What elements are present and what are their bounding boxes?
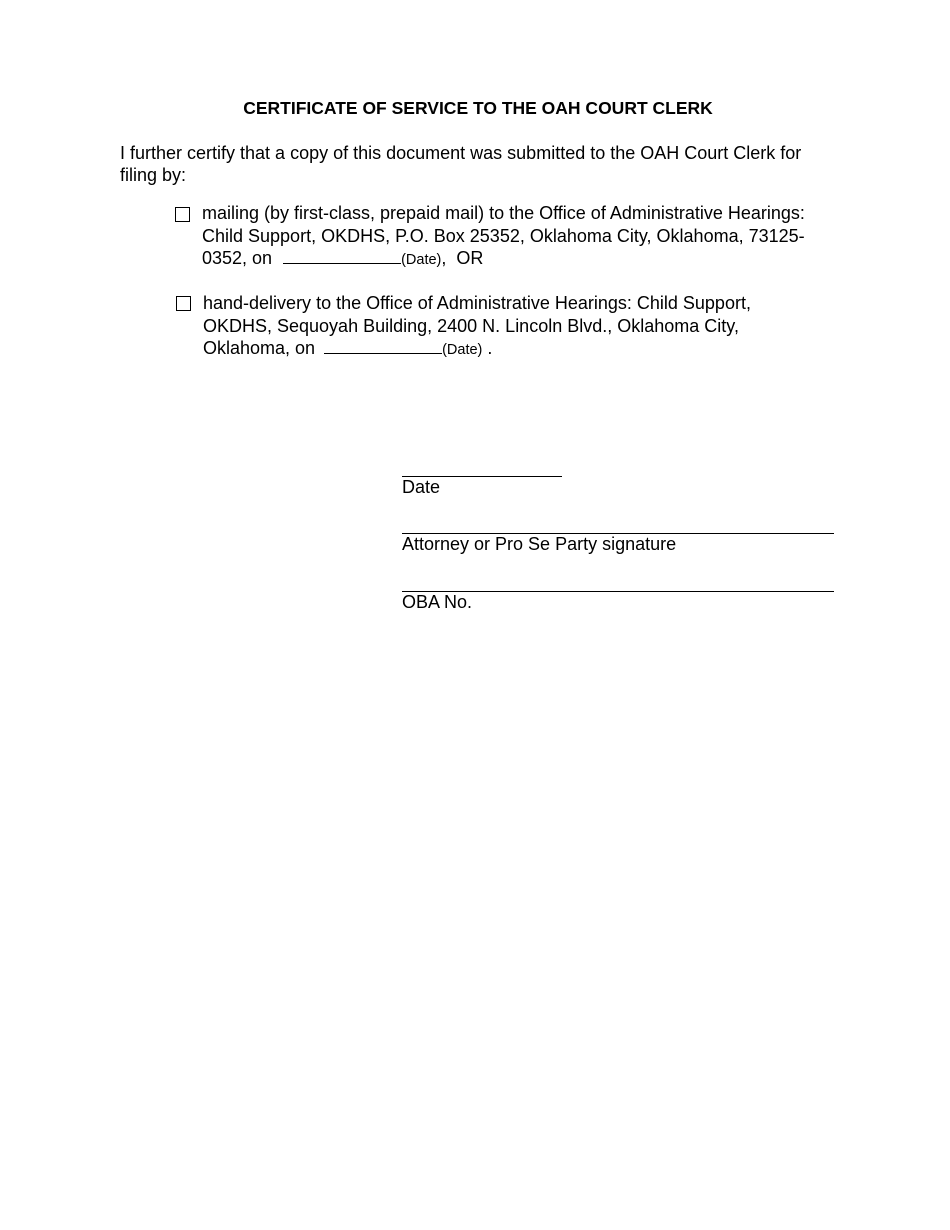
hand-delivery-option <box>203 292 803 362</box>
mailing-date-blank[interactable] <box>283 262 401 264</box>
hand-delivery-date-hint: (Date) <box>442 342 483 358</box>
hand-delivery-option-end: . <box>482 338 493 358</box>
mailing-checkbox[interactable] <box>175 207 190 222</box>
hand-delivery-option-text: hand-delivery to the Office of Administrative Hearings: Child Support, OKDHS, Sequoyah Building, 2400 N. Lincoln Blvd., Oklahoma City, Oklahoma, on <box>203 293 751 358</box>
date-label: Date <box>402 477 441 497</box>
mailing-option-text: mailing (by first-class, prepaid mail) to the Office of Administrative Hearings: Child Support, OKDHS, P.O. Box 25352, Oklahoma City, Oklahoma, 73125-0352, on <box>202 203 805 268</box>
hand-delivery-date-blank[interactable] <box>324 352 442 354</box>
attorney-signature-label: Attorney or Pro Se Party signature <box>402 534 677 554</box>
intro-paragraph: I further certify that a copy of this document was submitted to the OAH Court Clerk for filing by: <box>120 143 802 185</box>
page-title: CERTIFICATE OF SERVICE TO THE OAH COURT CLERK <box>243 98 713 118</box>
oba-number-label: OBA No. <box>402 592 473 612</box>
mailing-option <box>202 202 842 272</box>
mailing-option-or: , OR <box>441 248 484 268</box>
mailing-date-hint: (Date) <box>401 252 442 268</box>
hand-delivery-checkbox[interactable] <box>176 296 191 311</box>
